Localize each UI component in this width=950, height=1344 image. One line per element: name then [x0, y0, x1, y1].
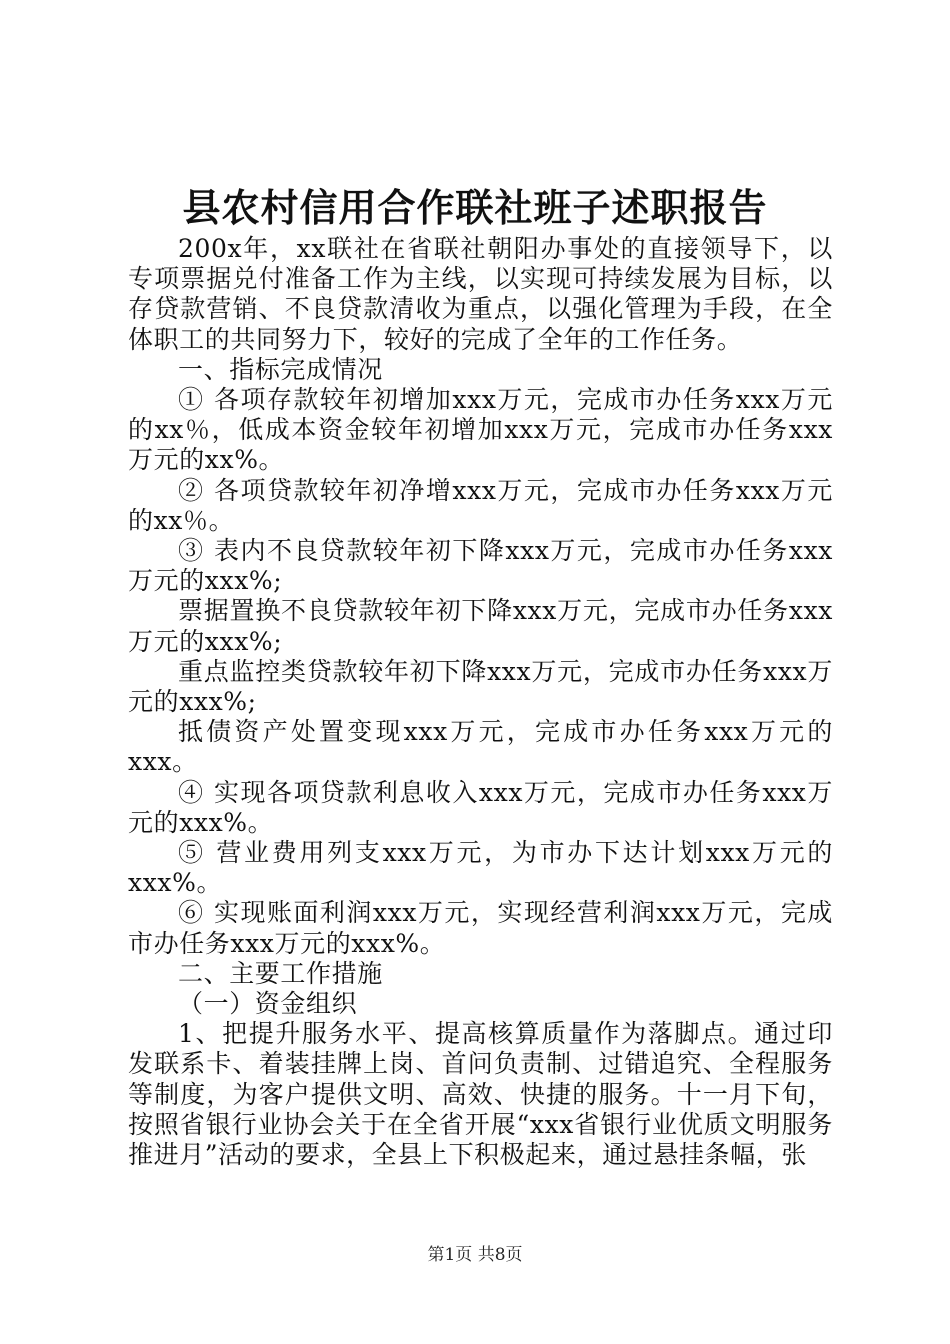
intro-paragraph: 200x年，xx联社在省联社朝阳办事处的直接领导下，以专项票据兑付准备工作为主线，以实现可持续发展为目标，以存贷款营销、不良贷款清收为重点，以强化管理为手段，在全体职工的共同努力下，较好的完成了全年的工作任务。 [128, 234, 833, 354]
indicator-paragraph: 重点监控类贷款较年初下降xxx万元，完成市办任务xxx万元的xxx%; [128, 656, 833, 717]
indicator-paragraph: ② 各项贷款较年初净增xxx万元，完成市办任务xxx万元的xx％。 [128, 475, 833, 535]
indicator-paragraph: 票据置换不良贷款较年初下降xxx万元，完成市办任务xxx万元的xxx%; [128, 596, 833, 656]
section-heading: 一、指标完成情况 [178, 354, 383, 384]
indicator-paragraph: ① 各项存款较年初增加xxx万元，完成市办任务xxx万元的xx％，低成本资金较年初增加xxx万元，完成市办任务xxx万元的xx%。 [128, 385, 833, 475]
indicator-paragraph: ④ 实现各项贷款利息收入xxx万元，完成市办任务xxx万元的xxx%。 [128, 777, 833, 837]
page-number: 第1页 共8页 [427, 1245, 523, 1265]
document-title: 县农村信用合作联社班子述职报告 [182, 185, 768, 230]
indicator-paragraph: ⑤ 营业费用列支xxx万元，为市办下达计划xxx万元的xxx%。 [128, 838, 833, 898]
indicator-paragraph: ⑥ 实现账面利润xxx万元，实现经营利润xxx万元，完成市办任务xxx万元的xxx%。 [128, 898, 833, 958]
subsection-heading: （一）资金组织 [178, 989, 358, 1019]
measure-paragraph: 1、把提升服务水平、提高核算质量作为落脚点。通过印发联系卡、着装挂牌上岗、首问负责制、过错追究、全程服务等制度，为客户提供文明、高效、快捷的服务。十一月下旬，按照省银行业协会关于在全省开展“xxx省银行业优质文明服务推进月”活动的要求，全县上下积极起来，通过悬挂条幅，张 [128, 1019, 833, 1170]
document-body [128, 234, 833, 1170]
indicator-paragraph: ③ 表内不良贷款较年初下降xxx万元，完成市办任务xxx万元的xxx%; [128, 536, 833, 596]
indicator-paragraph: 抵债资产处置变现xxx万元，完成市办任务xxx万元的xxx。 [128, 717, 833, 777]
section-heading: 二、主要工作措施 [178, 958, 383, 988]
